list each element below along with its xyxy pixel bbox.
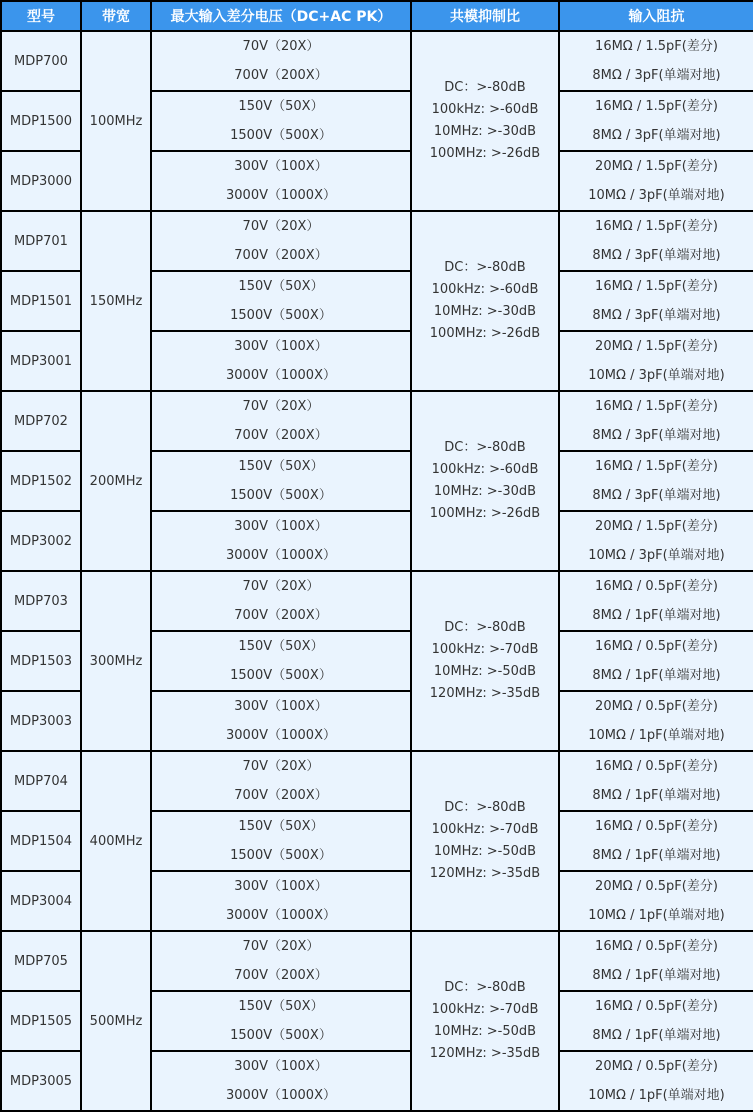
- cmrr-line: 100kHz: >-70dB: [431, 1002, 539, 1017]
- table-row: [1, 931, 753, 961]
- model-cell: MDP1502: [1, 451, 81, 511]
- voltage-cell: 300V（100X）: [151, 871, 411, 901]
- model-cell: MDP3005: [1, 1051, 81, 1111]
- cmrr-line: 100kHz: >-60dB: [431, 462, 539, 477]
- voltage-cell: 300V（100X）: [151, 1051, 411, 1081]
- model-cell: MDP700: [1, 31, 81, 91]
- impedance-cell: 8MΩ / 1pF(单端对地): [559, 781, 753, 811]
- impedance-cell: 20MΩ / 1.5pF(差分): [559, 331, 753, 361]
- cmrr-line: 10MHz: >-50dB: [433, 1024, 537, 1039]
- table-row: [1, 751, 753, 781]
- impedance-cell: 8MΩ / 3pF(单端对地): [559, 301, 753, 331]
- voltage-cell: 1500V（500X）: [151, 121, 411, 151]
- impedance-cell: 8MΩ / 1pF(单端对地): [559, 601, 753, 631]
- cmrr-line: 10MHz: >-30dB: [433, 484, 537, 499]
- impedance-cell: 20MΩ / 0.5pF(差分): [559, 1051, 753, 1081]
- impedance-cell: 8MΩ / 1pF(单端对地): [559, 1021, 753, 1051]
- cmrr-line: 120MHz: >-35dB: [429, 866, 541, 881]
- model-cell: MDP3001: [1, 331, 81, 391]
- cmrr-line: DC：>-80dB: [444, 800, 526, 815]
- cmrr-cell: [411, 391, 559, 571]
- model-cell: MDP1501: [1, 271, 81, 331]
- voltage-cell: 70V（20X）: [151, 571, 411, 601]
- model-cell: MDP1505: [1, 991, 81, 1051]
- voltage-cell: 300V（100X）: [151, 331, 411, 361]
- impedance-cell: 16MΩ / 1.5pF(差分): [559, 271, 753, 301]
- voltage-cell: 700V（200X）: [151, 781, 411, 811]
- bandwidth-cell: 500MHz: [81, 931, 151, 1111]
- impedance-cell: 16MΩ / 1.5pF(差分): [559, 391, 753, 421]
- impedance-cell: 16MΩ / 0.5pF(差分): [559, 751, 753, 781]
- impedance-cell: 10MΩ / 3pF(单端对地): [559, 361, 753, 391]
- cmrr-line: 100kHz: >-70dB: [431, 642, 539, 657]
- impedance-cell: 16MΩ / 0.5pF(差分): [559, 631, 753, 661]
- voltage-cell: 700V（200X）: [151, 961, 411, 991]
- voltage-cell: 70V（20X）: [151, 31, 411, 61]
- header-cmrr: 共模抑制比: [411, 1, 559, 31]
- cmrr-line: 100MHz: >-26dB: [429, 506, 541, 521]
- impedance-cell: 10MΩ / 1pF(单端对地): [559, 901, 753, 931]
- table-row: [1, 571, 753, 601]
- voltage-cell: 300V（100X）: [151, 691, 411, 721]
- bandwidth-cell: 150MHz: [81, 211, 151, 391]
- cmrr-line: DC：>-80dB: [444, 620, 526, 635]
- impedance-cell: 8MΩ / 1pF(单端对地): [559, 961, 753, 991]
- cmrr-cell: [411, 751, 559, 931]
- table-row: [1, 211, 753, 241]
- header-row: [1, 1, 753, 31]
- voltage-cell: 150V（50X）: [151, 91, 411, 121]
- voltage-cell: 150V（50X）: [151, 991, 411, 1021]
- table-row: [1, 31, 753, 61]
- table-row: [1, 391, 753, 421]
- cmrr-line: DC：>-80dB: [444, 980, 526, 995]
- header-impedance: 输入阻抗: [559, 1, 753, 31]
- impedance-cell: 8MΩ / 3pF(单端对地): [559, 481, 753, 511]
- impedance-cell: 16MΩ / 1.5pF(差分): [559, 91, 753, 121]
- model-cell: MDP1503: [1, 631, 81, 691]
- impedance-cell: 8MΩ / 1pF(单端对地): [559, 841, 753, 871]
- impedance-cell: 8MΩ / 3pF(单端对地): [559, 241, 753, 271]
- model-cell: MDP3002: [1, 511, 81, 571]
- cmrr-cell: [411, 211, 559, 391]
- impedance-cell: 20MΩ / 1.5pF(差分): [559, 511, 753, 541]
- impedance-cell: 10MΩ / 1pF(单端对地): [559, 721, 753, 751]
- model-cell: MDP3004: [1, 871, 81, 931]
- voltage-cell: 1500V（500X）: [151, 661, 411, 691]
- voltage-cell: 1500V（500X）: [151, 481, 411, 511]
- voltage-cell: 300V（100X）: [151, 511, 411, 541]
- voltage-cell: 70V（20X）: [151, 751, 411, 781]
- voltage-cell: 150V（50X）: [151, 811, 411, 841]
- cmrr-line: 100MHz: >-26dB: [429, 326, 541, 341]
- cmrr-line: 10MHz: >-50dB: [433, 844, 537, 859]
- cmrr-cell: [411, 31, 559, 211]
- voltage-cell: 150V（50X）: [151, 631, 411, 661]
- model-cell: MDP1500: [1, 91, 81, 151]
- bandwidth-cell: 300MHz: [81, 571, 151, 751]
- model-cell: MDP703: [1, 571, 81, 631]
- impedance-cell: 20MΩ / 1.5pF(差分): [559, 151, 753, 181]
- cmrr-line: 10MHz: >-30dB: [433, 124, 537, 139]
- voltage-cell: 70V（20X）: [151, 391, 411, 421]
- cmrr-line: DC：>-80dB: [444, 260, 526, 275]
- cmrr-line: 100kHz: >-60dB: [431, 282, 539, 297]
- cmrr-line: 10MHz: >-50dB: [433, 664, 537, 679]
- cmrr-cell: [411, 931, 559, 1111]
- header-model: 型号: [1, 1, 81, 31]
- cmrr-cell: [411, 571, 559, 751]
- impedance-cell: 8MΩ / 3pF(单端对地): [559, 121, 753, 151]
- impedance-cell: 16MΩ / 1.5pF(差分): [559, 31, 753, 61]
- voltage-cell: 150V（50X）: [151, 451, 411, 481]
- voltage-cell: 3000V（1000X）: [151, 1081, 411, 1111]
- voltage-cell: 3000V（1000X）: [151, 541, 411, 571]
- cmrr-line: DC：>-80dB: [444, 80, 526, 95]
- cmrr-line: 100kHz: >-70dB: [431, 822, 539, 837]
- voltage-cell: 700V（200X）: [151, 421, 411, 451]
- voltage-cell: 700V（200X）: [151, 61, 411, 91]
- cmrr-line: 100kHz: >-60dB: [431, 102, 539, 117]
- voltage-cell: 700V（200X）: [151, 601, 411, 631]
- impedance-cell: 8MΩ / 3pF(单端对地): [559, 421, 753, 451]
- model-cell: MDP704: [1, 751, 81, 811]
- impedance-cell: 16MΩ / 1.5pF(差分): [559, 451, 753, 481]
- impedance-cell: 16MΩ / 0.5pF(差分): [559, 571, 753, 601]
- model-cell: MDP701: [1, 211, 81, 271]
- voltage-cell: 1500V（500X）: [151, 1021, 411, 1051]
- voltage-cell: 150V（50X）: [151, 271, 411, 301]
- impedance-cell: 20MΩ / 0.5pF(差分): [559, 871, 753, 901]
- model-cell: MDP3000: [1, 151, 81, 211]
- impedance-cell: 16MΩ / 0.5pF(差分): [559, 811, 753, 841]
- impedance-cell: 10MΩ / 3pF(单端对地): [559, 181, 753, 211]
- voltage-cell: 1500V（500X）: [151, 301, 411, 331]
- voltage-cell: 70V（20X）: [151, 931, 411, 961]
- voltage-cell: 3000V（1000X）: [151, 361, 411, 391]
- voltage-cell: 3000V（1000X）: [151, 721, 411, 751]
- voltage-cell: 300V（100X）: [151, 151, 411, 181]
- voltage-cell: 700V（200X）: [151, 241, 411, 271]
- impedance-cell: 16MΩ / 1.5pF(差分): [559, 211, 753, 241]
- impedance-cell: 8MΩ / 3pF(单端对地): [559, 61, 753, 91]
- model-cell: MDP1504: [1, 811, 81, 871]
- bandwidth-cell: 400MHz: [81, 751, 151, 931]
- cmrr-line: 100MHz: >-26dB: [429, 146, 541, 161]
- cmrr-line: DC：>-80dB: [444, 440, 526, 455]
- impedance-cell: 8MΩ / 1pF(单端对地): [559, 661, 753, 691]
- impedance-cell: 10MΩ / 1pF(单端对地): [559, 1081, 753, 1111]
- model-cell: MDP3003: [1, 691, 81, 751]
- cmrr-line: 120MHz: >-35dB: [429, 686, 541, 701]
- bandwidth-cell: 200MHz: [81, 391, 151, 571]
- voltage-cell: 3000V（1000X）: [151, 901, 411, 931]
- voltage-cell: 3000V（1000X）: [151, 181, 411, 211]
- voltage-cell: 1500V（500X）: [151, 841, 411, 871]
- impedance-cell: 10MΩ / 3pF(单端对地): [559, 541, 753, 571]
- cmrr-line: 10MHz: >-30dB: [433, 304, 537, 319]
- bandwidth-cell: 100MHz: [81, 31, 151, 211]
- cmrr-line: 120MHz: >-35dB: [429, 1046, 541, 1061]
- impedance-cell: 16MΩ / 0.5pF(差分): [559, 991, 753, 1021]
- model-cell: MDP702: [1, 391, 81, 451]
- header-max-voltage: 最大输入差分电压（DC+AC PK）: [151, 1, 411, 31]
- voltage-cell: 70V（20X）: [151, 211, 411, 241]
- model-cell: MDP705: [1, 931, 81, 991]
- impedance-cell: 16MΩ / 0.5pF(差分): [559, 931, 753, 961]
- impedance-cell: 20MΩ / 0.5pF(差分): [559, 691, 753, 721]
- header-bandwidth: 带宽: [81, 1, 151, 31]
